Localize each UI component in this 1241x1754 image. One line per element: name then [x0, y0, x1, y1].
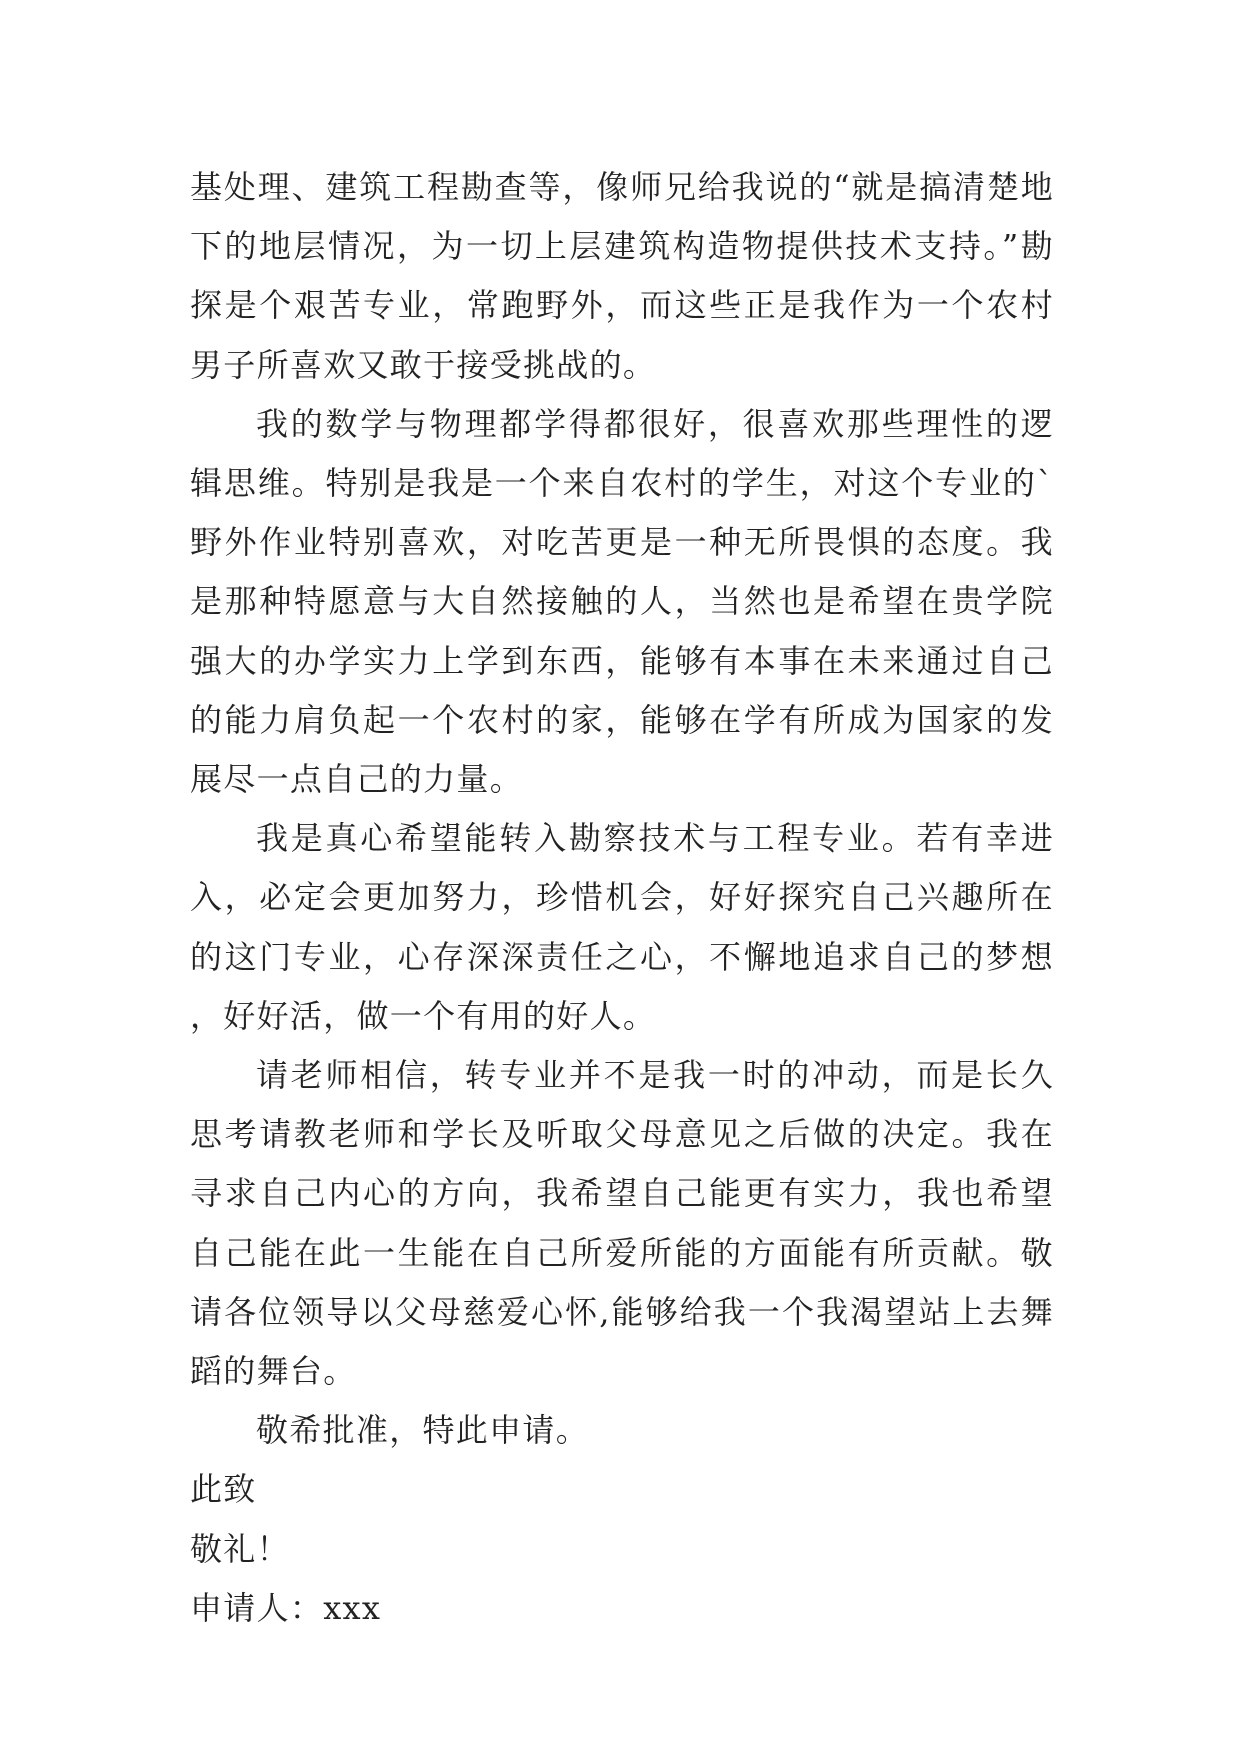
letter-body — [190, 158, 1054, 1638]
paragraph-request: 敬希批准，特此申请。 — [256, 1411, 590, 1450]
paragraph-transfer-wish: 我是真心希望能转入勘察技术与工程专业。若有幸进入，必定会更加努力，珍惜机会，好好探究自己兴趣所在的这门专业，心存深深责任之心，不懈地追求自己的梦想，好好活，做一个有用的好人。 — [190, 819, 1054, 1035]
paragraph-math-physics: 我的数学与物理都学得都很好，很喜欢那些理性的逻辑思维。特别是我是一个来自农村的学生，对这个专业的`野外作业特别喜欢，对吃苦更是一种无所畏惧的态度。我是那种特愿意与大自然接触的人，当然也是希望在贵学院强大的办学实力上学到东西，能够有本事在未来通过自己的能力肩负起一个农村的家，能够在学有所成为国家的发展尽一点自己的力量。 — [190, 404, 1054, 799]
paragraph-decision: 请老师相信，转专业并不是我一时的冲动，而是长久思考请教老师和学长及听取父母意见之后做的决定。我在寻求自己内心的方向，我希望自己能更有实力，我也希望自己能在此一生能在自己所爱所能的方面能有所贡献。敬请各位领导以父母慈爱心怀,能够给我一个我渴望站上去舞蹈的舞台。 — [190, 1056, 1054, 1391]
paragraph-continuation: 基处理、建筑工程勘查等，像师兄给我说的“就是搞清楚地下的地层情况，为一切上层建筑构造物提供技术支持。”勘探是个艰苦专业，常跑野外，而这些正是我作为一个农村男子所喜欢又敢于接受挑战的。 — [190, 168, 1054, 384]
salutation-text: 敬礼！ — [190, 1529, 290, 1568]
applicant-signature: 申请人：xxx — [190, 1588, 382, 1627]
closing-text: 此致 — [190, 1470, 257, 1509]
